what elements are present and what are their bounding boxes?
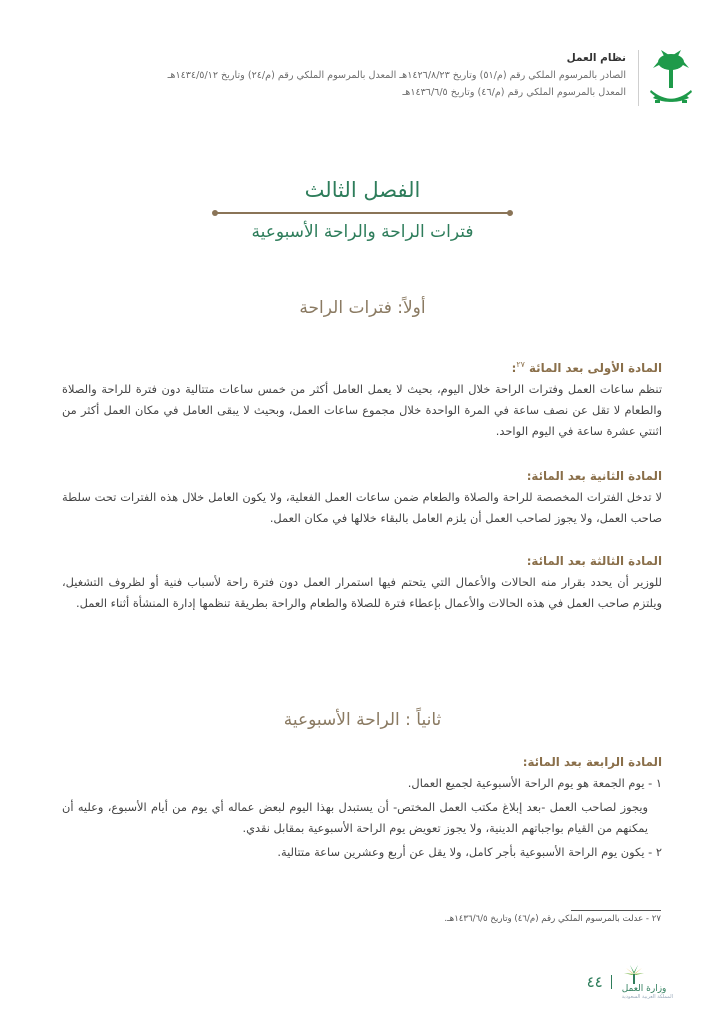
- page-footer: [513, 962, 673, 1002]
- section-heading-weekly-rest: ثانياً : الراحة الأسبوعية: [283, 710, 442, 730]
- chapter-subtitle: فترات الراحة والراحة الأسبوعية: [251, 222, 474, 242]
- article-body: لا تدخل الفترات المخصصة للراحة والصلاة والطعام ضمن ساعات العمل الفعلية، ولا يكون العامل خلال هذه الفترات تحت سلطة صاحب العمل، ولا يجوز لصاحب العمل أن يلزم العامل بالبقاء خلالها في مكان العمل.: [62, 490, 662, 525]
- chapter-divider: [215, 212, 510, 214]
- list-item-2: ٢ - يكون يوم الراحة الأسبوعية بأجر كامل، ولا يقل عن أربع وعشرين ساعة متتالية.: [277, 845, 662, 859]
- section-heading-rest-periods: أولاً: فترات الراحة: [299, 298, 426, 318]
- article-102: [62, 466, 662, 529]
- ministry-logo: [622, 964, 673, 1000]
- article-title: المادة الثالثة بعد المائة:: [526, 554, 662, 568]
- article-title: المادة الثانية بعد المائة:: [526, 469, 662, 483]
- decree-line-2: المعدل بالمرسوم الملكي رقم (م/٤٦) وتاريخ ١٤٣٦/٦/٥هـ: [402, 87, 626, 98]
- saudi-emblem-icon: [647, 50, 695, 110]
- footer-divider: [611, 975, 612, 989]
- footnote-divider: [571, 910, 661, 911]
- decree-line-1: الصادر بالمرسوم الملكي رقم (م/٥١) وتاريخ ١٤٢٦/٨/٢٣هـ المعدل بالمرسوم الملكي رقم (م/٢٤) وتاريخ ١٤٣٤/٥/١٢هـ: [167, 70, 626, 81]
- article-103: [62, 551, 662, 614]
- page-header: [55, 50, 695, 110]
- list-item-1-detail: ويجوز لصاحب العمل -بعد إبلاغ مكتب العمل المختص- أن يستبدل بهذا اليوم لبعض عماله أي يوم من أيام الأسبوع، وعليه أن يمكنهم من القيام بواجباتهم الدينية، ولا يجوز تعويض يوم الراحة الأسبوعية بمقابل نقدي.: [62, 800, 648, 835]
- article-title-colon: :: [511, 360, 517, 375]
- page-number: ٤٤: [586, 973, 603, 991]
- kingdom-name: المملكة العربية السعودية: [621, 994, 673, 1000]
- law-title: نظام العمل: [566, 52, 626, 64]
- article-title: [62, 354, 662, 379]
- footnote-ref[interactable]: ٢٧: [516, 360, 525, 369]
- article-101: [62, 354, 662, 442]
- header-text: [55, 50, 626, 101]
- article-104: [62, 752, 662, 863]
- header-divider: [638, 50, 639, 106]
- ministry-palm-icon: [622, 964, 646, 984]
- chapter-heading: [0, 178, 725, 242]
- ministry-name: وزارة العمل: [621, 984, 667, 994]
- article-title-text: المادة الأولى بعد المائة: [529, 360, 662, 375]
- article-body: تنظم ساعات العمل وفترات الراحة خلال اليوم، بحيث لا يعمل العامل أكثر من خمس ساعات متتالية دون فترة للراحة والصلاة والطعام لا تقل عن نصف ساعة في المرة الواحدة خلال مجموع ساعات العمل، وبحيث لا يبقى العامل في مكان العمل أكثر من اثنتي عشرة ساعة في اليوم الواحد.: [62, 381, 662, 438]
- list-item-1: ١ - يوم الجمعة هو يوم الراحة الأسبوعية لجميع العمال.: [407, 776, 662, 790]
- footnote: ٢٧ - عدلت بالمرسوم الملكي رقم (م/٤٦) وتاريخ ١٤٣٦/٦/٥هـ.: [444, 914, 661, 924]
- article-title: المادة الرابعة بعد المائة:: [522, 755, 662, 769]
- chapter-title: الفصل الثالث: [304, 178, 421, 202]
- article-body: للوزير أن يحدد بقرار منه الحالات والأعمال التي يتحتم فيها استمرار العمل دون فترة راحة لأسباب فنية أو لظروف التشغيل، ويلتزم صاحب العمل في هذه الحالات والأعمال بإعطاء فترة للصلاة والطعام والراحة بطريقة تنظمها إدارة المنشأة أثناء العمل.: [62, 575, 662, 610]
